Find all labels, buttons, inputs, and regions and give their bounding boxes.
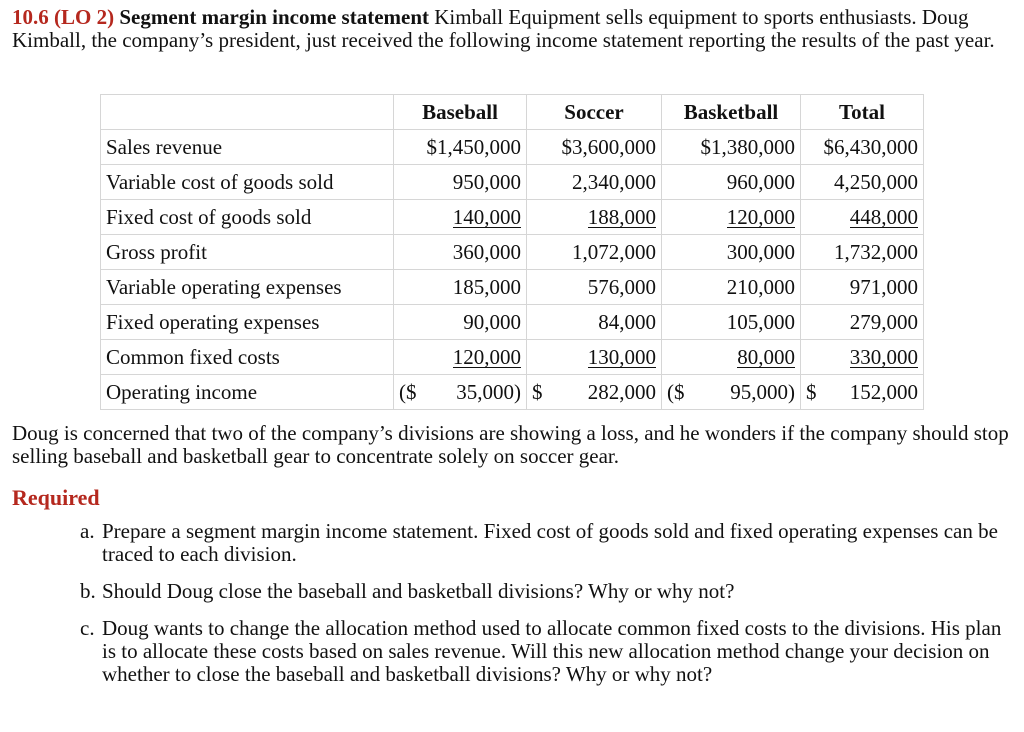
required-heading: Required bbox=[12, 485, 100, 510]
cell-soccer: 2,340,000 bbox=[527, 165, 662, 200]
cell-soccer: 188,000 bbox=[527, 200, 662, 235]
cell-soccer: 1,072,000 bbox=[527, 235, 662, 270]
header-basketball: Basketball bbox=[662, 95, 801, 130]
cell-basketball: 300,000 bbox=[662, 235, 801, 270]
row-label: Fixed cost of goods sold bbox=[101, 200, 394, 235]
cell-total: 330,000 bbox=[801, 340, 924, 375]
problem-number: 10.6 bbox=[12, 5, 49, 29]
row-label: Variable cost of goods sold bbox=[101, 165, 394, 200]
cell-total: 448,000 bbox=[801, 200, 924, 235]
cell-total: $6,430,000 bbox=[801, 130, 924, 165]
row-label: Variable operating expenses bbox=[101, 270, 394, 305]
table-row-sales-revenue bbox=[101, 130, 924, 165]
cell-soccer: $ 282,000 bbox=[527, 375, 662, 410]
cell-basketball: 960,000 bbox=[662, 165, 801, 200]
requirement-letter: b. bbox=[80, 579, 96, 603]
cell-soccer: $3,600,000 bbox=[527, 130, 662, 165]
cell-basketball: $1,380,000 bbox=[662, 130, 801, 165]
learning-objective: (LO 2) bbox=[54, 5, 115, 29]
requirement-letter: a. bbox=[80, 519, 95, 543]
cell-baseball: 185,000 bbox=[394, 270, 527, 305]
cell-total: 1,732,000 bbox=[801, 235, 924, 270]
requirement-item-c bbox=[80, 617, 1010, 686]
row-label: Gross profit bbox=[101, 235, 394, 270]
header-soccer: Soccer bbox=[527, 95, 662, 130]
requirement-letter: c. bbox=[80, 616, 95, 640]
requirement-item-b bbox=[80, 580, 1010, 603]
problem-intro bbox=[12, 6, 1012, 52]
table-header-row bbox=[101, 95, 924, 130]
cell-baseball: $1,450,000 bbox=[394, 130, 527, 165]
requirements-list bbox=[80, 520, 1010, 700]
problem-title: Segment margin income statement bbox=[119, 5, 430, 29]
cell-total: 4,250,000 bbox=[801, 165, 924, 200]
table-row-common-fixed bbox=[101, 340, 924, 375]
concern-paragraph: Doug is concerned that two of the company’s divisions are showing a loss, and he wonders if the company should stop selling baseball and basketball gear to concentrate solely on soccer gear. bbox=[12, 421, 1009, 468]
cell-baseball: 140,000 bbox=[394, 200, 527, 235]
cell-basketball: 120,000 bbox=[662, 200, 801, 235]
requirement-item-a bbox=[80, 520, 1010, 566]
header-baseball: Baseball bbox=[394, 95, 527, 130]
cell-basketball: 80,000 bbox=[662, 340, 801, 375]
cell-soccer: 84,000 bbox=[527, 305, 662, 340]
row-label: Fixed operating expenses bbox=[101, 305, 394, 340]
cell-baseball: ($ 35,000) bbox=[394, 375, 527, 410]
row-label: Common fixed costs bbox=[101, 340, 394, 375]
cell-total: 971,000 bbox=[801, 270, 924, 305]
table-row-variable-opex bbox=[101, 270, 924, 305]
table-row-fixed-opex bbox=[101, 305, 924, 340]
cell-basketball: 210,000 bbox=[662, 270, 801, 305]
cell-soccer: 130,000 bbox=[527, 340, 662, 375]
cell-total: $ 152,000 bbox=[801, 375, 924, 410]
table-row-fixed-cogs bbox=[101, 200, 924, 235]
row-label: Sales revenue bbox=[101, 130, 394, 165]
requirement-text: Should Doug close the baseball and basketball divisions? Why or why not? bbox=[102, 579, 735, 603]
table-row-variable-cogs bbox=[101, 165, 924, 200]
row-label: Operating income bbox=[101, 375, 394, 410]
requirement-text: Prepare a segment margin income statement. Fixed cost of goods sold and fixed operating expenses can be traced to each division. bbox=[102, 519, 998, 566]
table-row-gross-profit bbox=[101, 235, 924, 270]
cell-basketball: ($ 95,000) bbox=[662, 375, 801, 410]
income-statement-table bbox=[100, 94, 924, 410]
cell-soccer: 576,000 bbox=[527, 270, 662, 305]
header-total: Total bbox=[801, 95, 924, 130]
cell-baseball: 90,000 bbox=[394, 305, 527, 340]
cell-total: 279,000 bbox=[801, 305, 924, 340]
problem-intro-text: Kimball Equipment sells equipment to sports enthusiasts. Doug Kimball, the company’s president, just received the following income statement reporting the results of the past year. bbox=[12, 5, 995, 52]
requirement-text: Doug wants to change the allocation method used to allocate common fixed costs to the divisions. His plan is to allocate these costs based on sales revenue. Will this new allocation method change your decision on whether to close the baseball and basketball divisions? Why or why not? bbox=[102, 616, 1002, 686]
cell-baseball: 360,000 bbox=[394, 235, 527, 270]
cell-baseball: 950,000 bbox=[394, 165, 527, 200]
table-row-operating-income bbox=[101, 375, 924, 410]
cell-baseball: 120,000 bbox=[394, 340, 527, 375]
header-blank bbox=[101, 95, 394, 130]
cell-basketball: 105,000 bbox=[662, 305, 801, 340]
